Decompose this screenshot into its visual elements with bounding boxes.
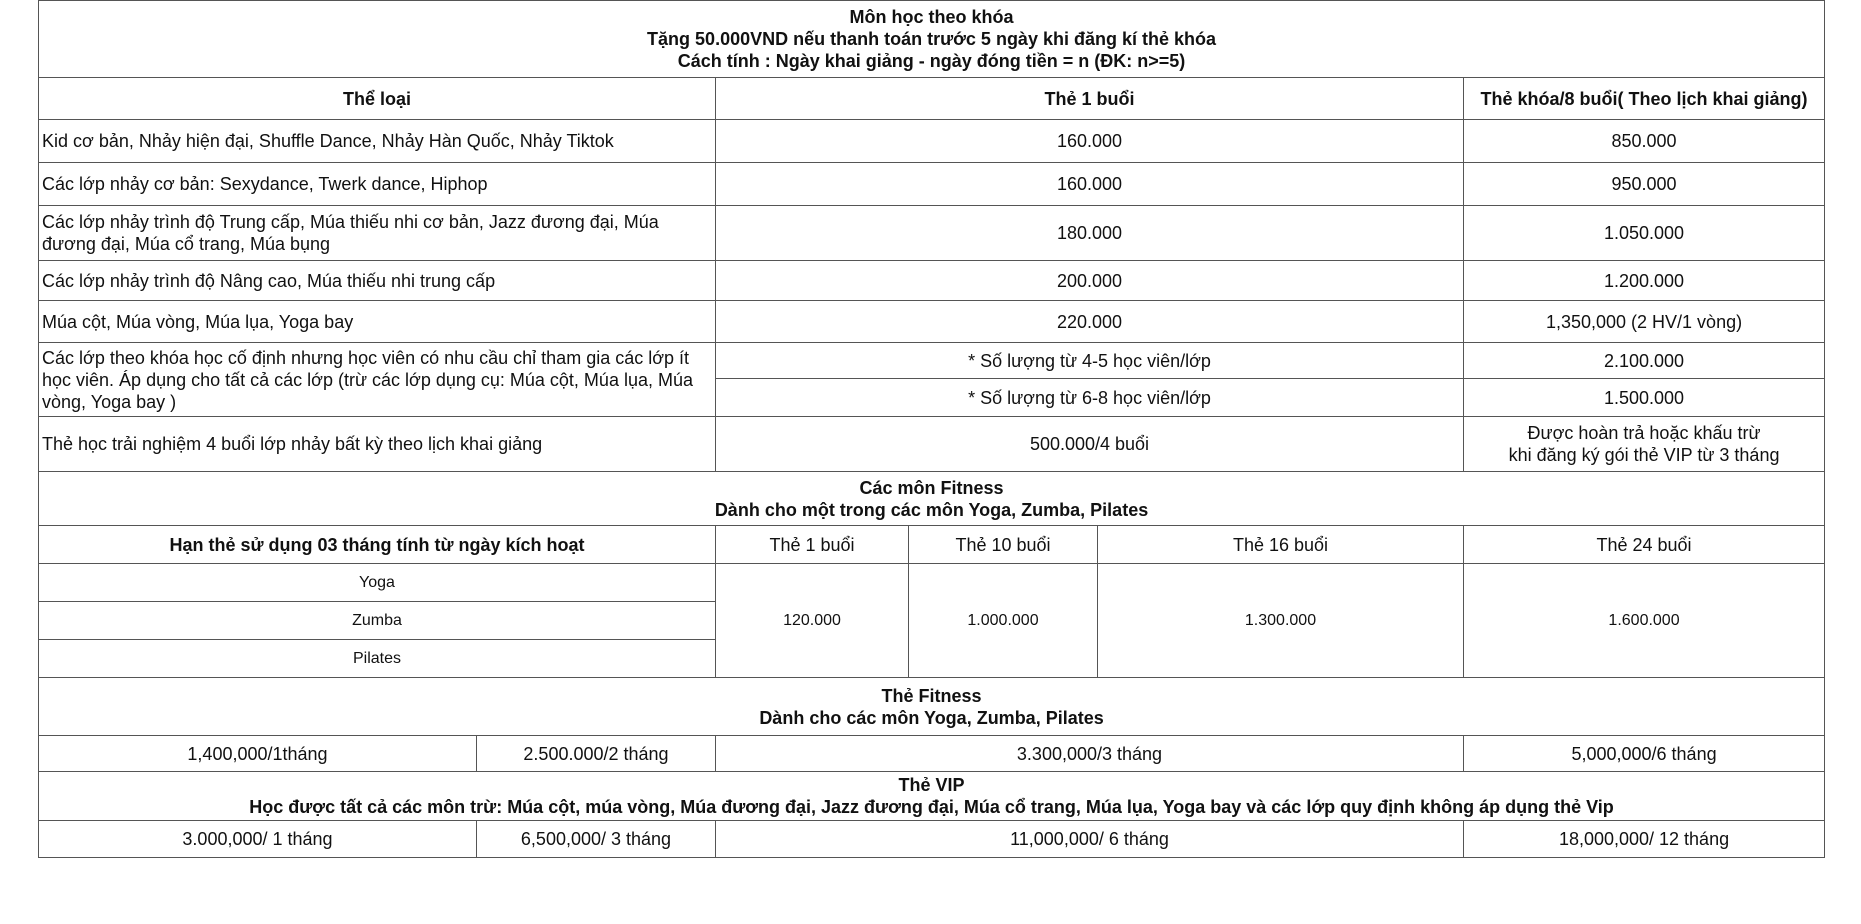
fitness-header-row (39, 526, 1825, 564)
course-formula-line: Cách tính : Ngày khai giảng - ngày đóng tiền = n (ĐK: n>=5) (677, 51, 1186, 71)
vip-price-row (39, 821, 1825, 858)
fitness-price: 1.300.000 (1098, 564, 1464, 678)
fixed-course-size-price: 2.100.000 (1464, 343, 1825, 379)
trial-note-line: Được hoàn trả hoặc khấu trừ (1527, 423, 1761, 443)
fitness-subject: Yoga (39, 564, 716, 602)
fitness-card-price-row (39, 736, 1825, 772)
vip-price: 3.000,000/ 1 tháng (39, 821, 477, 858)
fitness-card-header: Thẻ 1 buổi (716, 526, 909, 564)
fitness-price: 120.000 (716, 564, 909, 678)
course-row-name: Các lớp nhảy trình độ Trung cấp, Múa thiếu nhi cơ bản, Jazz đương đại, Múa đương đại, Múa cổ trang, Múa bụng (39, 206, 716, 261)
fixed-course-size-label: * Số lượng từ 4-5 học viên/lớp (716, 343, 1464, 379)
course-row-name: Kid cơ bản, Nhảy hiện đại, Shuffle Dance, Nhảy Hàn Quốc, Nhảy Tiktok (39, 120, 716, 163)
fitness-price: 1.600.000 (1464, 564, 1825, 678)
course-row-course-price: 1,350,000 (2 HV/1 vòng) (1464, 301, 1825, 343)
course-row (39, 261, 1825, 301)
fitness-card-title-row (39, 678, 1825, 736)
fitness-price: 1.000.000 (909, 564, 1098, 678)
trial-row (39, 417, 1825, 472)
fitness-subtitle-line: Dành cho một trong các môn Yoga, Zumba, Pilates (714, 499, 1149, 520)
course-row (39, 120, 1825, 163)
course-row-course-price: 1.200.000 (1464, 261, 1825, 301)
fitness-card-header: Thẻ 10 buổi (909, 526, 1098, 564)
fitness-title (39, 472, 1825, 526)
course-subtitle-line: Tặng 50.000VND nếu thanh toán trước 5 ngày khi đăng kí thẻ khóa (647, 29, 1216, 49)
fitness-card-price: 5,000,000/6 tháng (1464, 736, 1825, 772)
fitness-card-title-line: Thẻ Fitness (881, 685, 982, 706)
header-single-card: Thẻ 1 buổi (716, 78, 1464, 120)
vip-price: 6,500,000/ 3 tháng (477, 821, 716, 858)
vip-price: 18,000,000/ 12 tháng (1464, 821, 1825, 858)
course-row-single-price: 220.000 (716, 301, 1464, 343)
course-row-single-price: 160.000 (716, 120, 1464, 163)
fitness-title-line: Các môn Fitness (859, 477, 1004, 498)
course-row (39, 163, 1825, 206)
fitness-card-title (39, 678, 1825, 736)
course-row-name: Các lớp nhảy trình độ Nâng cao, Múa thiếu nhi trung cấp (39, 261, 716, 301)
trial-note-line: khi đăng ký gói thẻ VIP từ 3 tháng (1508, 445, 1780, 465)
course-title-row (39, 1, 1825, 78)
fixed-course-name: Các lớp theo khóa học cố định nhưng học viên có nhu cầu chỉ tham gia các lớp ít học viên. Áp dụng cho tất cả các lớp (trừ các lớp dụng cụ: Múa cột, Múa lụa, Múa vòng, Yoga bay ) (39, 343, 716, 417)
header-category: Thể loại (39, 78, 716, 120)
vip-title-row (39, 772, 1825, 821)
course-header-row (39, 78, 1825, 120)
course-title-line: Môn học theo khóa (849, 7, 1014, 27)
fixed-course-size-price: 1.500.000 (1464, 379, 1825, 417)
fitness-card-header: Thẻ 16 buổi (1098, 526, 1464, 564)
vip-title (39, 772, 1825, 821)
fitness-card-price: 2.500.000/2 tháng (477, 736, 716, 772)
course-row-single-price: 160.000 (716, 163, 1464, 206)
course-row-course-price: 950.000 (1464, 163, 1825, 206)
header-course-card: Thẻ khóa/8 buổi( Theo lịch khai giảng) (1464, 78, 1825, 120)
fitness-title-row (39, 472, 1825, 526)
course-row (39, 301, 1825, 343)
course-row-single-price: 180.000 (716, 206, 1464, 261)
fitness-validity-header: Hạn thẻ sử dụng 03 tháng tính từ ngày kích hoạt (39, 526, 716, 564)
vip-title-line: Thẻ VIP (898, 775, 965, 795)
course-title (39, 1, 1825, 78)
fitness-card-price: 3.300,000/3 tháng (716, 736, 1464, 772)
fitness-subject: Pilates (39, 640, 716, 678)
fitness-card-header: Thẻ 24 buổi (1464, 526, 1825, 564)
trial-price: 500.000/4 buổi (716, 417, 1464, 472)
fitness-card-price: 1,400,000/1tháng (39, 736, 477, 772)
fitness-subject-row (39, 564, 1825, 602)
course-row-single-price: 200.000 (716, 261, 1464, 301)
fixed-course-size-label: * Số lượng từ 6-8 học viên/lớp (716, 379, 1464, 417)
course-row-course-price: 1.050.000 (1464, 206, 1825, 261)
trial-name: Thẻ học trải nghiệm 4 buổi lớp nhảy bất kỳ theo lịch khai giảng (39, 417, 716, 472)
vip-price: 11,000,000/ 6 tháng (716, 821, 1464, 858)
course-row-course-price: 850.000 (1464, 120, 1825, 163)
course-row (39, 206, 1825, 261)
course-row-name: Các lớp nhảy cơ bản: Sexydance, Twerk dance, Hiphop (39, 163, 716, 206)
price-table (38, 0, 1825, 858)
course-row-name: Múa cột, Múa vòng, Múa lụa, Yoga bay (39, 301, 716, 343)
vip-subtitle-line: Học được tất cả các môn trừ: Múa cột, múa vòng, Múa đương đại, Jazz đương đại, Múa cổ trang, Múa lụa, Yoga bay và các lớp quy định không áp dụng thẻ Vip (249, 797, 1614, 817)
fitness-card-subtitle-line: Dành cho các môn Yoga, Zumba, Pilates (759, 707, 1104, 728)
fixed-course-row (39, 343, 1825, 379)
fitness-subject: Zumba (39, 602, 716, 640)
trial-note (1464, 417, 1825, 472)
